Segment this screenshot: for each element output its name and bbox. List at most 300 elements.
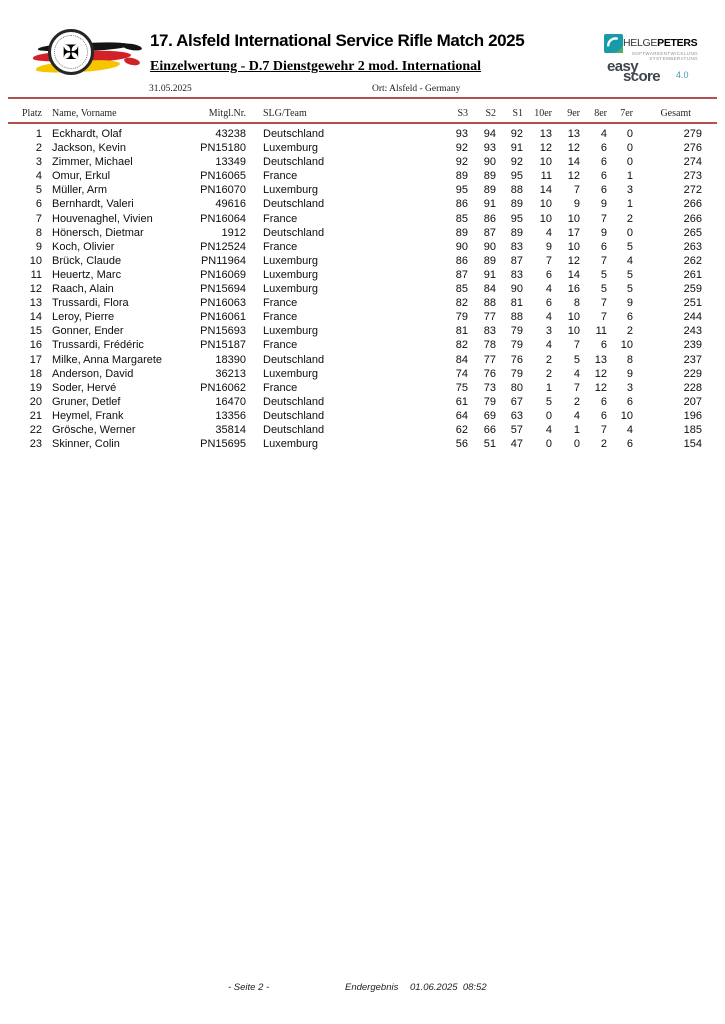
cell-s3: 92	[455, 142, 468, 155]
cell-s3: 79	[455, 311, 468, 324]
cell-s1: 95	[510, 170, 523, 183]
cell-s1: 63	[510, 409, 523, 422]
cell-name: Heymel, Frank	[52, 409, 124, 422]
cell-s1: 88	[510, 184, 523, 197]
cell-slg-team: Luxemburg	[263, 184, 319, 197]
cell-gesamt: 251	[683, 297, 702, 310]
helgepeters-name-light: HELGE	[623, 37, 658, 49]
cell-7er: 10	[620, 339, 633, 352]
col-header-s2: S2	[485, 107, 496, 119]
cell-name: Houvenaghel, Vivien	[52, 212, 153, 225]
cell-10er: 14	[539, 184, 552, 197]
cell-mitgl-nr: 16470	[215, 395, 246, 408]
cell-slg-team: Deutschland	[263, 198, 325, 211]
match-location: Ort: Alsfeld - Germany	[372, 84, 461, 94]
cell-gesamt: 262	[683, 254, 702, 267]
table-row	[20, 141, 703, 155]
cell-slg-team: Luxemburg	[263, 254, 319, 267]
cell-name: Brück, Claude	[52, 254, 122, 267]
easyscore-version: 4.0	[676, 70, 689, 80]
cell-8er: 7	[600, 297, 607, 310]
cell-s2: 93	[483, 142, 496, 155]
cell-gesamt: 263	[683, 240, 702, 253]
table-row	[20, 240, 703, 254]
cell-7er: 0	[626, 226, 633, 239]
easyscore-line1: easy	[607, 58, 638, 75]
cell-name: Koch, Olivier	[52, 240, 115, 253]
cell-s2: 78	[483, 339, 496, 352]
cell-9er: 12	[567, 142, 580, 155]
col-header-mitgl-nr: Mitgl.Nr.	[208, 107, 246, 119]
cell-gesamt: 244	[683, 311, 702, 324]
cell-9er: 14	[567, 268, 580, 281]
cell-8er: 12	[594, 367, 607, 380]
cell-mitgl-nr: PN16064	[200, 212, 246, 225]
cell-s3: 81	[455, 325, 468, 338]
iron-cross-icon: ✠	[62, 40, 80, 64]
table-row	[20, 381, 703, 395]
cell-s2: 91	[483, 268, 496, 281]
cell-platz: 8	[35, 226, 42, 239]
cell-mitgl-nr: PN15695	[200, 438, 246, 451]
cell-s1: 79	[510, 367, 523, 380]
cell-7er: 5	[626, 283, 633, 296]
cell-platz: 2	[35, 142, 42, 155]
col-header-s3: S3	[457, 107, 468, 119]
cell-8er: 6	[600, 156, 607, 169]
cell-7er: 2	[626, 325, 633, 338]
cell-8er: 9	[600, 198, 607, 211]
cell-gesamt: 239	[683, 339, 702, 352]
cell-s2: 83	[483, 325, 496, 338]
cell-9er: 16	[567, 283, 580, 296]
cell-slg-team: Luxemburg	[263, 438, 319, 451]
cell-name: Bernhardt, Valeri	[52, 198, 134, 211]
cell-s3: 92	[455, 156, 468, 169]
flag-stroke-black-tail	[122, 42, 143, 51]
table-row	[20, 226, 703, 240]
cell-mitgl-nr: PN16070	[200, 184, 246, 197]
cell-s1: 76	[510, 353, 523, 366]
cell-slg-team: France	[263, 170, 298, 183]
cell-gesamt: 229	[683, 367, 702, 380]
cell-name: Heuertz, Marc	[52, 268, 122, 281]
cell-7er: 0	[626, 156, 633, 169]
cell-s1: 47	[510, 438, 523, 451]
cell-7er: 1	[626, 170, 633, 183]
club-badge	[48, 29, 94, 75]
cell-9er: 10	[567, 311, 580, 324]
table-row	[20, 183, 703, 197]
cell-slg-team: Luxemburg	[263, 142, 319, 155]
cell-platz: 18	[29, 367, 42, 380]
cell-9er: 9	[573, 198, 580, 211]
cell-mitgl-nr: 1912	[221, 226, 246, 239]
cell-10er: 4	[545, 339, 552, 352]
cell-name: Raach, Alain	[52, 283, 114, 296]
cell-slg-team: France	[263, 297, 298, 310]
cell-s2: 73	[483, 381, 496, 394]
easyscore-line2: score	[623, 68, 661, 85]
cell-8er: 7	[600, 212, 607, 225]
cell-gesamt: 196	[683, 409, 702, 422]
table-row	[20, 169, 703, 183]
cell-s1: 80	[510, 381, 523, 394]
cell-s2: 69	[483, 409, 496, 422]
cell-s3: 86	[455, 198, 468, 211]
helgepeters-name	[623, 37, 698, 49]
cell-s3: 93	[455, 128, 468, 140]
cell-name: Hönersch, Dietmar	[52, 226, 144, 239]
cell-8er: 4	[600, 128, 607, 140]
cell-9er: 5	[573, 353, 580, 366]
cell-10er: 10	[539, 156, 552, 169]
cell-10er: 10	[539, 198, 552, 211]
cell-7er: 4	[626, 254, 633, 267]
cell-9er: 17	[567, 226, 580, 239]
table-row	[20, 437, 703, 451]
helgepeters-logo	[604, 33, 720, 59]
cell-s3: 90	[455, 240, 468, 253]
cell-7er: 9	[626, 367, 633, 380]
helgepeters-text	[623, 37, 698, 61]
header-row	[20, 105, 703, 121]
cell-7er: 3	[626, 184, 633, 197]
cell-platz: 6	[35, 198, 42, 211]
cell-9er: 10	[567, 212, 580, 225]
cell-s1: 87	[510, 254, 523, 267]
cell-s2: 88	[483, 297, 496, 310]
table-row	[20, 409, 703, 423]
cell-mitgl-nr: 18390	[215, 353, 246, 366]
cell-gesamt: 279	[683, 128, 702, 140]
cell-s2: 90	[483, 240, 496, 253]
cell-slg-team: Deutschland	[263, 128, 325, 140]
cell-mitgl-nr: PN16063	[200, 297, 246, 310]
cell-slg-team: France	[263, 240, 298, 253]
cell-9er: 7	[573, 381, 580, 394]
cell-s3: 95	[455, 184, 468, 197]
cell-platz: 17	[29, 353, 42, 366]
cell-mitgl-nr: PN16069	[200, 268, 246, 281]
cell-s3: 84	[455, 353, 468, 366]
cell-s3: 82	[455, 297, 468, 310]
cell-slg-team: France	[263, 339, 298, 352]
cell-mitgl-nr: PN12524	[200, 240, 246, 253]
cell-platz: 12	[29, 283, 42, 296]
cell-platz: 15	[29, 325, 42, 338]
page-title: 17. Alsfeld International Service Rifle Match 2025	[150, 31, 525, 50]
cell-name: Trussardi, Frédéric	[52, 339, 144, 352]
cell-7er: 2	[626, 212, 633, 225]
cell-s2: 90	[483, 156, 496, 169]
cell-name: Müller, Arm	[52, 184, 108, 197]
cell-s2: 84	[483, 283, 496, 296]
flag-stroke-red-tail	[123, 56, 140, 66]
cell-s2: 79	[483, 395, 496, 408]
cell-platz: 11	[30, 268, 42, 281]
cell-slg-team: France	[263, 212, 298, 225]
cell-s1: 89	[510, 226, 523, 239]
cell-10er: 4	[545, 283, 552, 296]
helgepeters-name-bold: PETERS	[657, 37, 698, 49]
cell-platz: 4	[35, 170, 42, 183]
cell-name: Anderson, David	[52, 367, 134, 380]
table-row	[20, 212, 703, 226]
cell-mitgl-nr: PN15187	[200, 339, 246, 352]
cell-s2: 89	[483, 254, 496, 267]
cell-slg-team: France	[263, 311, 298, 324]
table-row	[20, 197, 703, 211]
cell-s2: 94	[483, 128, 496, 140]
cell-name: Leroy, Pierre	[52, 311, 115, 324]
cell-s3: 86	[455, 254, 468, 267]
cell-8er: 6	[600, 409, 607, 422]
cell-7er: 10	[620, 409, 633, 422]
results-table	[20, 127, 703, 451]
cell-platz: 10	[29, 254, 42, 267]
cell-8er: 5	[600, 283, 607, 296]
cell-mitgl-nr: PN15693	[200, 325, 246, 338]
cell-mitgl-nr: 49616	[215, 198, 246, 211]
col-header-name: Name, Vorname	[52, 107, 117, 119]
cell-s1: 81	[510, 297, 523, 310]
cell-s3: 85	[455, 283, 468, 296]
table-row	[20, 423, 703, 437]
cell-7er: 5	[626, 240, 633, 253]
cell-name: Zimmer, Michael	[52, 156, 133, 169]
cell-mitgl-nr: PN11964	[200, 254, 246, 267]
cell-gesamt: 261	[683, 268, 702, 281]
cell-gesamt: 265	[683, 226, 702, 239]
cell-9er: 0	[573, 438, 580, 451]
cell-slg-team: Deutschland	[263, 226, 325, 239]
cell-gesamt: 274	[683, 156, 702, 169]
cell-10er: 12	[539, 142, 552, 155]
cell-9er: 10	[567, 325, 580, 338]
cell-8er: 6	[600, 240, 607, 253]
results-tbody	[20, 127, 703, 451]
cell-name: Skinner, Colin	[52, 438, 120, 451]
cell-gesamt: 228	[683, 381, 702, 394]
cell-platz: 16	[29, 339, 42, 352]
cell-10er: 13	[539, 128, 552, 140]
page-subtitle: Einzelwertung - D.7 Dienstgewehr 2 mod. International	[150, 59, 482, 74]
cell-name: Soder, Hervé	[52, 381, 117, 394]
cell-platz: 20	[29, 395, 42, 408]
cell-gesamt: 273	[683, 170, 702, 183]
cell-s1: 95	[510, 212, 523, 225]
cell-name: Omur, Erkul	[52, 170, 111, 183]
table-row	[20, 338, 703, 352]
cell-10er: 0	[545, 438, 552, 451]
table-row	[20, 395, 703, 409]
cell-mitgl-nr: 13356	[215, 409, 246, 422]
cell-10er: 10	[539, 212, 552, 225]
cell-s3: 62	[455, 423, 468, 436]
cell-s3: 64	[455, 409, 468, 422]
cell-s1: 90	[510, 283, 523, 296]
col-header-8er: 8er	[594, 107, 607, 119]
cell-7er: 9	[626, 297, 633, 310]
footer-page-number: - Seite 2 -	[228, 982, 270, 993]
cell-s3: 89	[455, 226, 468, 239]
cell-s3: 82	[455, 339, 468, 352]
cell-9er: 12	[567, 254, 580, 267]
cell-8er: 6	[600, 142, 607, 155]
cell-8er: 7	[600, 311, 607, 324]
cell-mitgl-nr: PN16062	[200, 381, 246, 394]
cell-10er: 6	[545, 268, 552, 281]
cell-8er: 6	[600, 170, 607, 183]
cell-name: Jackson, Kevin	[52, 142, 126, 155]
cell-mitgl-nr: PN16065	[200, 170, 246, 183]
cell-platz: 23	[29, 438, 42, 451]
cell-9er: 13	[567, 128, 580, 140]
cell-s1: 92	[510, 128, 523, 140]
cell-slg-team: Deutschland	[263, 395, 325, 408]
cell-s3: 61	[455, 395, 468, 408]
cell-mitgl-nr: PN15180	[200, 142, 246, 155]
cell-10er: 7	[545, 254, 552, 267]
cell-platz: 1	[35, 128, 42, 140]
cell-s1: 88	[510, 311, 523, 324]
table-row	[20, 155, 703, 169]
cell-9er: 10	[567, 240, 580, 253]
cell-8er: 9	[600, 226, 607, 239]
cell-gesamt: 272	[683, 184, 702, 197]
cell-7er: 4	[626, 423, 633, 436]
cell-10er: 2	[545, 353, 552, 366]
cell-10er: 1	[545, 381, 552, 394]
cell-gesamt: 207	[683, 395, 702, 408]
cell-mitgl-nr: 36213	[215, 367, 246, 380]
col-header-10er: 10er	[534, 107, 552, 119]
cell-10er: 4	[545, 311, 552, 324]
cell-s2: 87	[483, 226, 496, 239]
cell-gesamt: 185	[683, 423, 702, 436]
cell-8er: 13	[594, 353, 607, 366]
cell-mitgl-nr: 13349	[215, 156, 246, 169]
col-header-9er: 9er	[567, 107, 580, 119]
cell-8er: 7	[600, 423, 607, 436]
cell-s3: 87	[455, 268, 468, 281]
cell-7er: 1	[626, 198, 633, 211]
cell-name: Milke, Anna Margarete	[52, 353, 163, 366]
cell-s2: 89	[483, 184, 496, 197]
cell-s3: 89	[455, 170, 468, 183]
cell-s1: 91	[510, 142, 523, 155]
table-header-divider-line	[8, 122, 717, 124]
cell-8er: 11	[595, 325, 607, 338]
cell-s1: 57	[510, 423, 523, 436]
cell-platz: 3	[35, 156, 42, 169]
cell-slg-team: Luxemburg	[263, 325, 319, 338]
cell-name: Grösche, Werner	[52, 423, 136, 436]
cell-s2: 86	[483, 212, 496, 225]
table-row	[20, 254, 703, 268]
badge-text-ring	[54, 35, 88, 69]
cell-8er: 2	[600, 438, 607, 451]
footer-result-label: Endergebnis	[345, 982, 399, 993]
cell-8er: 12	[594, 381, 607, 394]
cell-mitgl-nr: 35814	[215, 423, 246, 436]
cell-gesamt: 266	[683, 212, 702, 225]
cell-9er: 12	[567, 170, 580, 183]
cell-name: Gruner, Detlef	[52, 395, 121, 408]
table-row	[20, 282, 703, 296]
cell-s2: 51	[483, 438, 496, 451]
cell-slg-team: Deutschland	[263, 409, 325, 422]
cell-platz: 5	[35, 184, 42, 197]
cell-10er: 5	[545, 395, 552, 408]
cell-8er: 5	[600, 268, 607, 281]
cell-10er: 0	[545, 409, 552, 422]
cell-name: Eckhardt, Olaf	[52, 128, 122, 140]
table-row	[20, 268, 703, 282]
cell-s2: 76	[483, 367, 496, 380]
cell-8er: 6	[600, 395, 607, 408]
cell-s2: 89	[483, 170, 496, 183]
table-row	[20, 310, 703, 324]
cell-s1: 79	[510, 339, 523, 352]
cell-gesamt: 237	[683, 353, 702, 366]
results-table-header	[20, 105, 703, 121]
cell-slg-team: Deutschland	[263, 156, 325, 169]
cell-9er: 14	[567, 156, 580, 169]
col-header-slg-team: SLG/Team	[263, 107, 307, 119]
cell-10er: 3	[545, 325, 552, 338]
helgepeters-icon	[604, 34, 623, 53]
cell-s1: 89	[510, 198, 523, 211]
table-row	[20, 353, 703, 367]
cell-9er: 2	[573, 395, 580, 408]
cell-platz: 9	[35, 240, 42, 253]
club-logo	[24, 28, 148, 106]
cell-s3: 75	[455, 381, 468, 394]
cell-s1: 83	[510, 268, 523, 281]
cell-s1: 83	[510, 240, 523, 253]
cell-7er: 3	[626, 381, 633, 394]
cell-s1: 92	[510, 156, 523, 169]
cell-10er: 2	[545, 367, 552, 380]
cell-platz: 13	[29, 297, 42, 310]
table-row	[20, 296, 703, 310]
cell-8er: 6	[600, 184, 607, 197]
header-divider-line	[8, 97, 717, 99]
cell-slg-team: Luxemburg	[263, 367, 319, 380]
cell-7er: 6	[626, 311, 633, 324]
cell-s2: 91	[483, 198, 496, 211]
cell-7er: 6	[626, 438, 633, 451]
cell-10er: 11	[540, 170, 552, 183]
cell-9er: 4	[573, 367, 580, 380]
cell-8er: 7	[600, 254, 607, 267]
cell-s1: 79	[510, 325, 523, 338]
cell-mitgl-nr: PN16061	[200, 311, 246, 324]
cell-platz: 22	[29, 423, 42, 436]
cell-s3: 85	[455, 212, 468, 225]
table-row	[20, 324, 703, 338]
cell-slg-team: Deutschland	[263, 353, 325, 366]
table-row	[20, 127, 703, 141]
cell-name: Gonner, Ender	[52, 325, 124, 338]
footer-datetime: 01.06.2025 08:52	[410, 982, 487, 993]
col-header-s1: S1	[512, 107, 523, 119]
cell-10er: 4	[545, 423, 552, 436]
cell-gesamt: 154	[683, 438, 702, 451]
cell-mitgl-nr: PN15694	[200, 283, 246, 296]
